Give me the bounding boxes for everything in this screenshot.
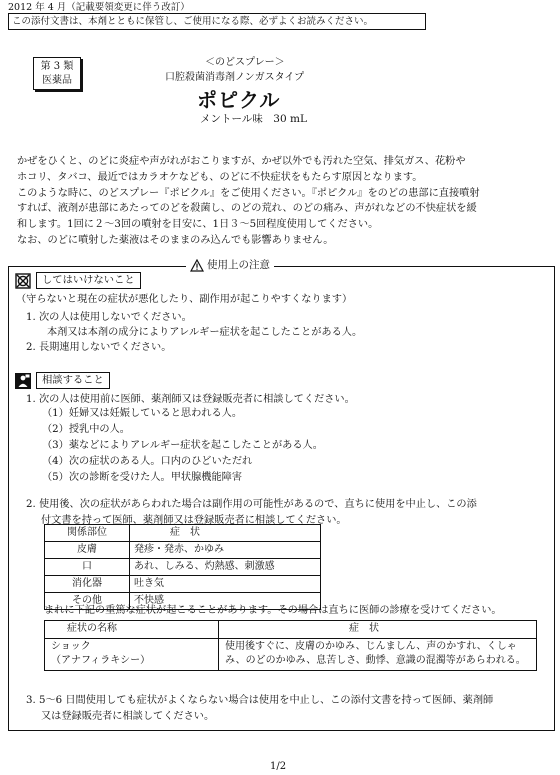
intro-line: すれば、液剤が患部にあたってのどを殺菌し、のどの荒れ、のどの痛み、声がれなどの不快症状を緩 — [17, 203, 477, 215]
do-not-label: してはいけないこと — [36, 272, 141, 289]
product-name: ポピクル — [197, 88, 281, 112]
consult-item-3-line2: 又は登録販売者に相談してください。 — [41, 710, 215, 722]
serious-symptom-table — [44, 620, 537, 671]
precautions-title — [186, 258, 274, 273]
consult-item-3-line1: 3. 5～6 日間使用しても症状がよくならない場合は使用を中止し、この添付文書を持って医師、薬剤師 — [26, 695, 494, 706]
table-cell — [45, 638, 219, 670]
intro-line: このような時に、のどスプレー『ポピクル』をご使用ください。『ポピクル』をのどの患部に直接噴射 — [17, 187, 480, 199]
table-row — [45, 542, 321, 559]
table-header: 症 状 — [130, 525, 321, 542]
consult-item-1-list — [42, 406, 323, 487]
table-row — [45, 576, 321, 593]
intro-line: なお、のどに噴射した薬液はそのままのみ込んでも影響ありません。 — [17, 235, 334, 247]
prohibited-icon — [15, 273, 31, 289]
table-cell: その他 — [45, 593, 130, 610]
symptom-name-line2: （アナフィラキシー） — [51, 655, 151, 666]
intro-line: ホコリ、タバコ、最近ではカラオケなども、のどに不快症状をもたらす原因となります。 — [17, 171, 423, 183]
table-cell: 発疹・発赤、かゆみ — [130, 542, 321, 559]
product-subtitle: ＜のどスプレー＞ — [205, 57, 285, 68]
table-cell: 消化器 — [45, 576, 130, 593]
do-not-item-1-detail: 本剤又は本剤の成分によりアレルギー症状を起こしたことがある人。 — [47, 327, 363, 338]
product-type: 口腔殺菌消毒剤ノンガスタイプ — [165, 72, 305, 83]
list-item: （3）薬などによりアレルギー症状を起こしたことがある人。 — [42, 440, 323, 452]
table-header-row — [45, 621, 537, 639]
table-cell: 使用後すぐに、皮膚のかゆみ、じんましん、声のかすれ、くしゃみ、のどのかゆみ、息苦しさ、動悸、意識の混濁等があらわれる。 — [219, 638, 537, 670]
table-header: 関係部位 — [45, 525, 130, 542]
list-item: （5）次の診断を受けた人。甲状腺機能障害 — [42, 472, 243, 484]
table-row — [45, 559, 321, 576]
read-before-use-notice: この添付文書は、本剤とともに保管し、ご使用になる際、必ずよくお読みください。 — [8, 13, 426, 30]
table-header: 症状の名称 — [45, 621, 219, 639]
consult-item-3 — [26, 693, 546, 725]
table-header-row — [45, 525, 321, 542]
intro-text — [17, 154, 549, 249]
table-cell: 口 — [45, 559, 130, 576]
consult-label: 相談すること — [36, 372, 110, 389]
drug-category-badge — [33, 57, 81, 90]
intro-line: 和します。1回に２～3回の噴射を目安に、1日３～5回程度使用してください。 — [17, 219, 379, 231]
consult-item-2-line2: 付文書を持って医師、薬剤師又は登録販売者に相談してください。 — [41, 514, 347, 526]
table-cell: あれ、しみる、灼熱感、刺激感 — [130, 559, 321, 576]
symptom-name-line1: ショック — [51, 640, 91, 652]
list-item: （2）授乳中の人。 — [42, 424, 130, 436]
table-cell: 不快感 — [130, 593, 321, 610]
product-flavor: メントール味 30 mL — [200, 113, 307, 125]
category-line1: 第 3 類 — [40, 61, 74, 72]
do-not-item-1: 1. 次の人は使用しないでください。 — [26, 312, 192, 323]
page-number: 1/2 — [270, 761, 287, 772]
consult-header — [15, 372, 110, 389]
table-header: 症 状 — [219, 621, 537, 639]
table-cell: 吐き気 — [130, 576, 321, 593]
table-row — [45, 638, 537, 670]
consult-item-2-line1: 2. 使用後、次の症状があらわれた場合は副作用の可能性があるので、直ちに使用を中止し、この添 — [26, 499, 477, 510]
warning-icon — [190, 259, 204, 272]
category-line2: 医薬品 — [42, 74, 72, 86]
table-cell: 皮膚 — [45, 542, 130, 559]
list-item: （4）次の症状のある人。口内のひどいただれ — [42, 456, 253, 468]
list-item: （1）妊婦又は妊娠していると思われる人。 — [42, 408, 243, 419]
consult-doctor-icon — [15, 373, 31, 389]
side-effect-table — [44, 524, 321, 610]
precautions-title-text: 使用上の注意 — [207, 259, 270, 271]
do-not-item-2: 2. 長期連用しないでください。 — [26, 342, 172, 353]
rare-serious-note: まれに下記の重篤な症状が起こることがあります。その場合は直ちに医師の診療を受けてください。 — [44, 605, 502, 616]
do-not-note: （守らないと現在の症状が悪化したり、副作用が起こりやすくなります） — [16, 294, 353, 305]
do-not-header — [15, 272, 141, 289]
consult-item-1: 1. 次の人は使用前に医師、薬剤師又は登録販売者に相談してください。 — [26, 394, 355, 405]
revision-date: 2012 年 4 月（記載要領変更に伴う改訂） — [8, 2, 190, 13]
intro-line: かぜをひくと、のどに炎症や声がれがおこりますが、かぜ以外でも汚れた空気、排気ガス、花粉や — [17, 156, 466, 167]
